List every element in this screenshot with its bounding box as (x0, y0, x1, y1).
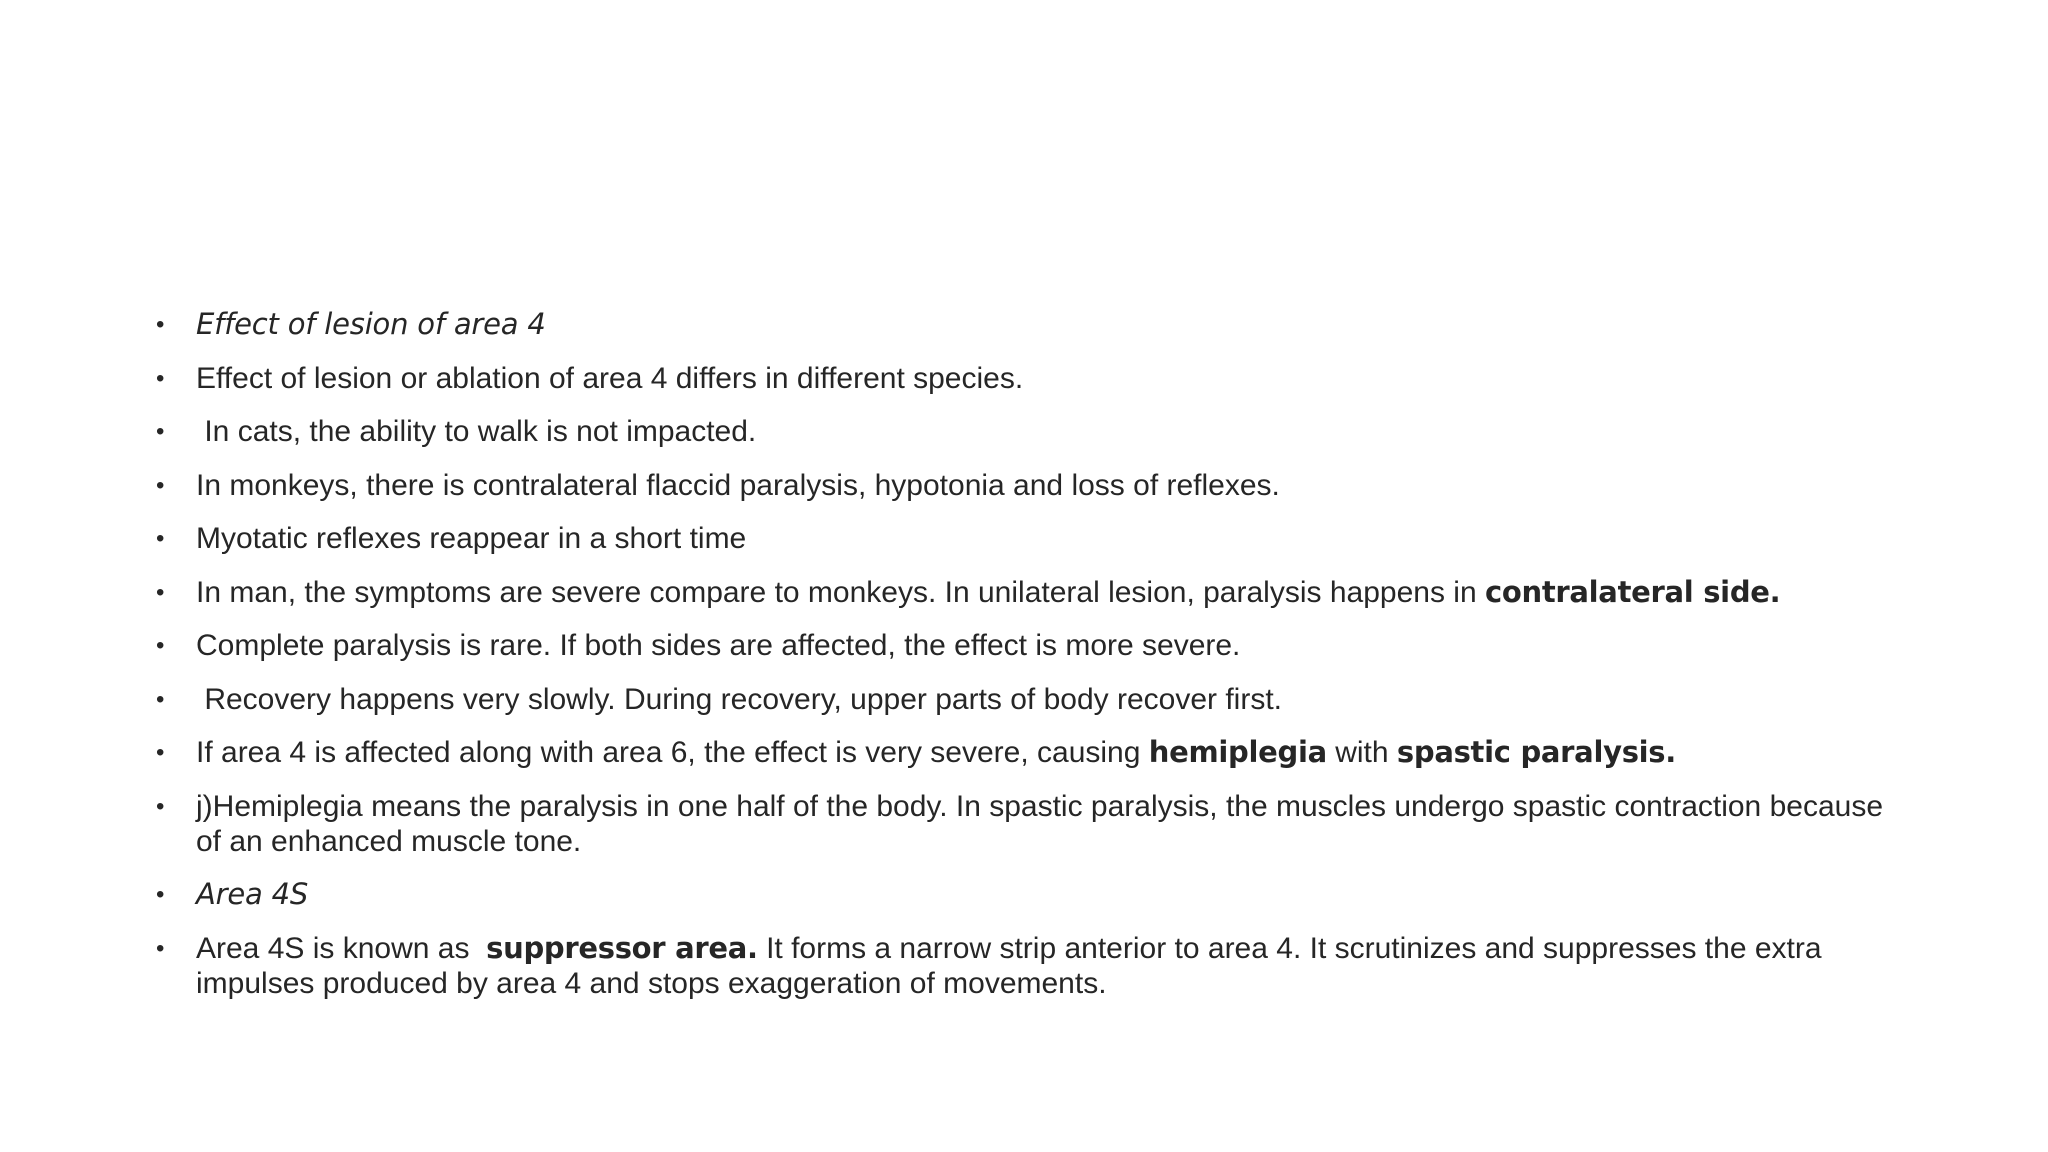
bullet-text: Recovery happens very slowly. During recovery, upper parts of body recover first. (196, 682, 1283, 716)
bullet-item (150, 735, 1930, 770)
bullet-text: Effect of lesion or ablation of area 4 differs in different species. (196, 361, 1024, 395)
bullet-text: It forms a narrow strip anterior to area 4. It scrutinizes and suppresses the extra impulses produced by area 4 and stops exaggeration of movements. (196, 931, 1822, 1000)
bullet-text: Myotatic reflexes reappear in a short time (196, 522, 747, 555)
bullet-dot-icon: • (156, 632, 165, 659)
bullet-item (150, 931, 1911, 1001)
bullet-item (150, 628, 1930, 663)
bullet-text: In man, the symptoms are severe compare to monkeys. In unilateral lesion, paralysis happens in (196, 575, 1485, 609)
bullet-item (150, 361, 1930, 396)
bullet-text: Effect of lesion of area 4 (196, 307, 546, 341)
bullet-dot-icon: • (156, 881, 165, 908)
bullet-list (150, 307, 1930, 1019)
bullet-item (150, 468, 1930, 503)
bullet-text: Complete paralysis is rare. If both sides are affected, the effect is more severe. (196, 629, 1241, 662)
bullet-dot-icon: • (156, 685, 165, 713)
bullet-text-bold: contralateral side. (1484, 574, 1781, 609)
bullet-item (150, 789, 1911, 859)
bullet-item (150, 307, 1930, 342)
bullet-text: In monkeys, there is contralateral flaccid paralysis, hypotonia and loss of reflexes. (196, 468, 1280, 502)
bullet-dot-icon: • (156, 311, 165, 338)
bullet-item (150, 575, 1930, 610)
bullet-dot-icon: • (156, 792, 165, 820)
bullet-item (150, 414, 1930, 449)
bullet-text: If area 4 is affected along with area 6, the effect is very severe, causing (196, 736, 1149, 769)
bullet-text: with (1326, 736, 1397, 769)
bullet-dot-icon: • (156, 739, 165, 766)
bullet-dot-icon: • (156, 364, 165, 392)
bullet-text-bold: hemiplegia (1148, 735, 1327, 769)
bullet-dot-icon: • (156, 418, 165, 445)
bullet-text: Area 4S is known as (196, 931, 487, 965)
bullet-text-bold: spastic paralysis. (1396, 735, 1676, 769)
bullet-dot-icon: • (156, 471, 165, 499)
bullet-item (150, 877, 1930, 912)
bullet-dot-icon: • (156, 934, 165, 962)
bullet-item (150, 682, 1930, 717)
bullet-text: In cats, the ability to walk is not impacted. (196, 415, 757, 448)
bullet-text: Area 4S (196, 877, 309, 911)
bullet-item (150, 521, 1930, 556)
bullet-dot-icon: • (156, 525, 165, 552)
bullet-dot-icon: • (156, 578, 165, 606)
bullet-text-bold: suppressor area. (486, 930, 758, 965)
bullet-text: j)Hemiplegia means the paralysis in one half of the body. In spastic paralysis, the muscles undergo spastic contraction because of an enhanced muscle tone. (196, 789, 1884, 858)
